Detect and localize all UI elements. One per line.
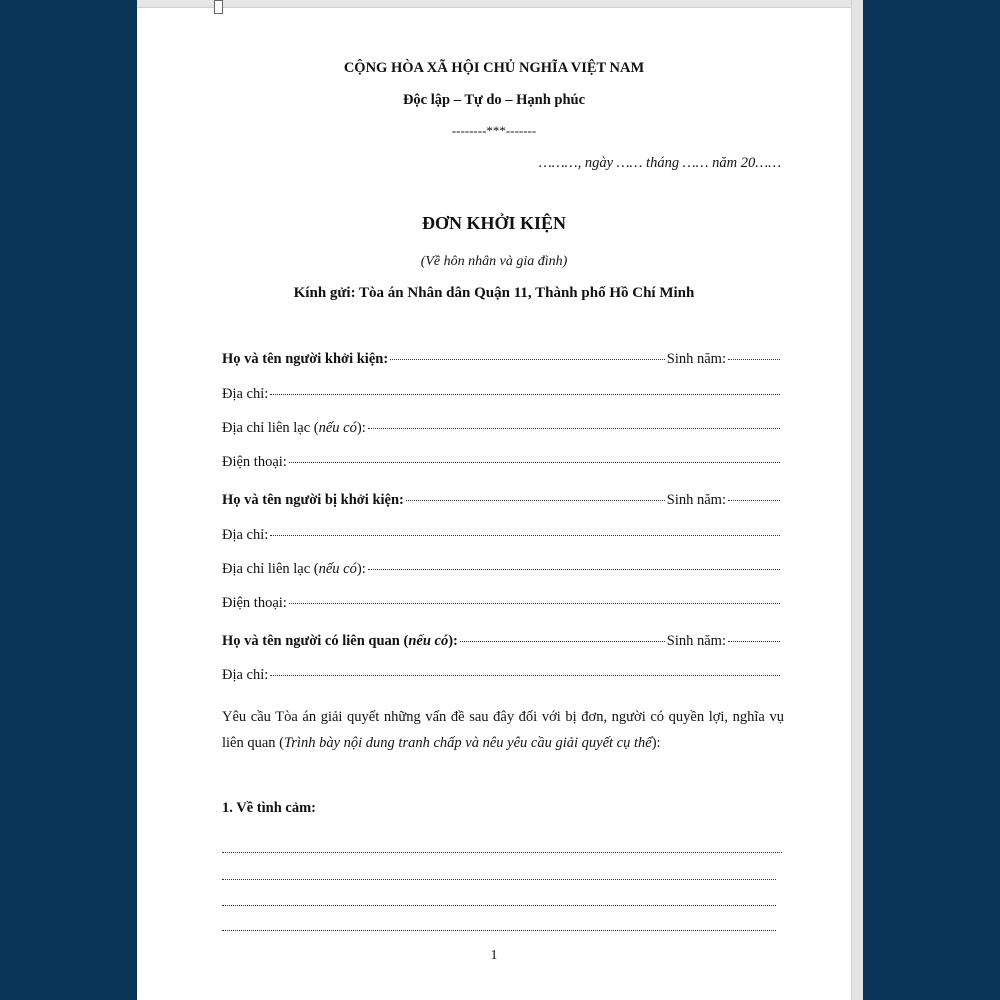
date-line: ………, ngày …… tháng …… năm 20…… [538,155,781,171]
plaintiff-address-label: Địa chỉ: [222,386,269,402]
defendant-birth-blank [728,500,780,501]
plaintiff-phone-field [222,454,782,471]
plaintiff-name-label: Họ và tên người khởi kiện: [222,351,389,367]
section-1-heading: 1. Về tình cảm: [222,800,316,816]
plaintiff-contact-field [222,420,782,437]
defendant-phone-label: Điện thoại: [222,595,287,611]
plaintiff-address-field [222,386,782,403]
defendant-contact-field [222,561,782,578]
text-cursor-marker [214,0,223,14]
defendant-address-blank [270,535,780,536]
defendant-phone-field [222,595,782,612]
plaintiff-name-field [222,351,782,368]
plaintiff-contact-blank [368,428,780,429]
plaintiff-name-blank [390,359,665,360]
motto: Độc lập – Tự do – Hạnh phúc [402,92,586,108]
plaintiff-address-blank [270,394,780,395]
request-paragraph: Yêu cầu Tòa án giải quyết những vấn đề sau đây đối với bị đơn, người có quyền lợi, nghĩa vụ liên quan (Trình bày nội dung tranh chấp và nêu yêu cầu giải quyết cụ thể): [222,709,784,751]
related-birth-label: Sinh năm: [666,633,726,649]
plaintiff-birth-blank [728,359,780,360]
document-page [137,8,851,1000]
plaintiff-phone-label: Điện thoại: [222,454,287,470]
defendant-contact-close: ): [356,561,366,577]
related-address-blank [270,675,780,676]
defendant-name-field [222,492,782,509]
plaintiff-contact-note: nếu có [318,420,357,436]
document-title: ĐƠN KHỞI KIỆN [421,213,567,233]
defendant-birth-label: Sinh năm: [666,492,726,508]
related-address-field [222,667,782,684]
related-address-label: Địa chỉ: [222,667,269,683]
defendant-phone-blank [289,603,780,604]
related-name-blank [460,641,665,642]
plaintiff-contact-label: Địa chỉ liên lạc ( [222,420,319,436]
page-number: 1 [490,948,498,963]
answer-line-2 [222,879,776,880]
defendant-address-field [222,527,782,544]
related-birth-blank [728,641,780,642]
plaintiff-birth-label: Sinh năm: [666,351,726,367]
defendant-contact-blank [368,569,780,570]
defendant-name-label: Họ và tên người bị khởi kiện: [222,492,404,508]
answer-line-1 [222,852,782,853]
defendant-name-blank [406,500,665,501]
plaintiff-contact-close: ): [356,420,366,436]
defendant-contact-label: Địa chỉ liên lạc ( [222,561,319,577]
plaintiff-phone-blank [289,462,780,463]
vertical-scrollbar[interactable] [851,0,863,1000]
answer-line-3 [222,905,776,906]
nation-heading: CỘNG HÒA XÃ HỘI CHỦ NGHĨA VIỆT NAM [343,60,645,76]
header-divider: --------***------- [451,123,537,138]
document-subtitle: (Về hôn nhân và gia đình) [420,254,568,269]
defendant-contact-note: nếu có [318,561,357,577]
related-name-field [222,633,782,650]
defendant-address-label: Địa chỉ: [222,527,269,543]
document-viewer [137,0,863,1000]
answer-line-4 [222,930,776,931]
related-name-label: Họ và tên người có liên quan (nếu có): [222,633,458,649]
recipient-line: Kính gửi: Tòa án Nhân dân Quận 11, Thành phố Hồ Chí Minh [293,285,695,301]
